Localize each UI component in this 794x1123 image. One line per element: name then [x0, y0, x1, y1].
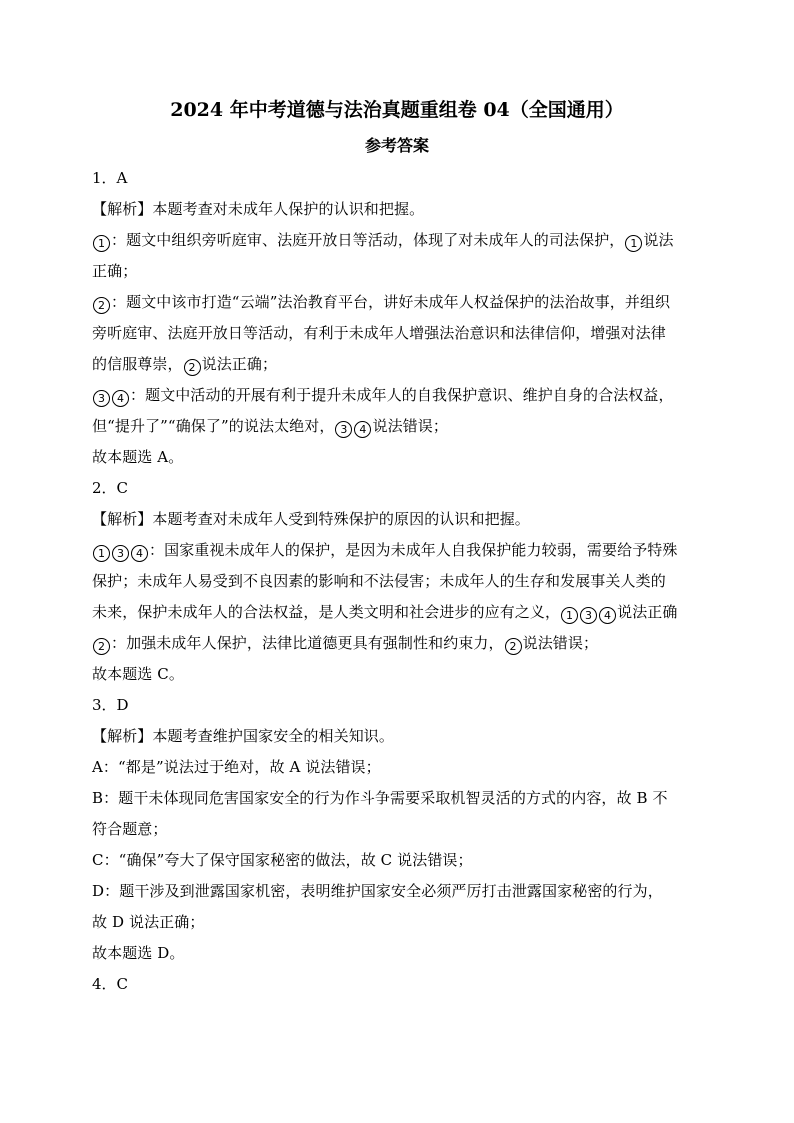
analysis-line: [92, 628, 702, 659]
analysis-intro: 【解析】本题考查对未成年人受到特殊保护的原因的认识和把握。: [92, 510, 530, 528]
question-answer: 3．D: [92, 696, 129, 714]
analysis-text-tail: 说法错误；: [522, 634, 599, 652]
circled-number-marker: 3: [580, 607, 597, 624]
circled-number-marker: 3: [112, 545, 129, 562]
circled-number-marker: 4: [112, 390, 129, 407]
circled-number-marker: 1: [93, 235, 110, 252]
analysis-intro: 【解析】本题考查维护国家安全的相关知识。: [92, 727, 395, 745]
analysis-text: C：“确保”夸大了保守国家秘密的做法，故 C 说法错误；: [92, 851, 473, 869]
answer-conclusion: 故本题选 C。: [92, 665, 184, 683]
circled-number-marker: 3: [93, 390, 110, 407]
answers-content: [92, 163, 702, 1000]
analysis-line: [92, 349, 702, 380]
analysis-text: ：加强未成年人保护，法律比道德更具有强制性和约束力，: [111, 634, 504, 652]
circled-number-marker: 3: [335, 421, 352, 438]
analysis-line: [92, 380, 702, 411]
circled-number-marker: 2: [93, 297, 110, 314]
circled-number-marker: 2: [93, 638, 110, 655]
circled-number-marker: 1: [93, 545, 110, 562]
analysis-text: D：题干涉及到泄露国家机密，表明维护国家安全必须严厉打击泄露国家秘密的行为，: [92, 882, 663, 900]
analysis-text: A：“都是”说法过于绝对，故 A 说法错误；: [92, 758, 381, 776]
circled-number-marker: 2: [184, 359, 201, 376]
analysis-line: [92, 411, 702, 442]
analysis-line: [92, 318, 702, 349]
analysis-line: [92, 876, 702, 907]
analysis-line: [92, 256, 702, 287]
circled-number-marker: 1: [561, 607, 578, 624]
analysis-text: 正确；: [92, 262, 138, 280]
analysis-text: 旁听庭审、法庭开放日等活动，有利于未成年人增强法治意识和法律信仰，增强对法律: [92, 324, 666, 342]
analysis-line: [92, 783, 702, 814]
analysis-text: B：题干未体现同危害国家安全的行为作斗争需要采取机智灵活的方式的内容，故 B 不: [92, 789, 668, 807]
analysis-line: [92, 752, 702, 783]
circled-number-marker: 1: [625, 235, 642, 252]
document-title: 2024 年中考道德与法治真题重组卷 04（全国通用）: [170, 99, 624, 121]
analysis-text: 符合题意；: [92, 820, 168, 838]
circled-number-marker: 4: [131, 545, 148, 562]
analysis-line: [92, 225, 702, 256]
analysis-text: 保护；未成年人易受到不良因素的影响和不法侵害；未成年人的生存和发展事关人类的: [92, 572, 666, 590]
document-subtitle: 参考答案: [364, 136, 429, 155]
analysis-text: ：题文中活动的开展有利于提升未成年人的自我保护意识、维护自身的合法权益，: [130, 386, 674, 404]
analysis-line: [92, 907, 702, 938]
question-answer: 2．C: [92, 479, 129, 497]
analysis-intro: 【解析】本题考查对未成年人保护的认识和把握。: [92, 200, 425, 218]
analysis-line: [92, 535, 702, 566]
analysis-line: [92, 845, 702, 876]
analysis-text: 的信服尊崇，: [92, 355, 183, 373]
analysis-text: 故 D 说法正确；: [92, 913, 205, 931]
analysis-text: ：题文中该市打造“云端”法治教育平台，讲好未成年人权益保护的法治故事，并组织: [111, 293, 671, 311]
analysis-text-tail: 说法正确: [617, 603, 678, 621]
analysis-text-tail: 说法错误；: [372, 417, 448, 435]
analysis-text: ：题文中组织旁听庭审、法庭开放日等活动，体现了对未成年人的司法保护，: [111, 231, 625, 249]
analysis-line: [92, 814, 702, 845]
answer-conclusion: 故本题选 A。: [92, 448, 184, 466]
analysis-line: [92, 597, 702, 628]
analysis-text-tail: 说法正确；: [201, 355, 278, 373]
analysis-text: ：国家重视未成年人的保护，是因为未成年人自我保护能力较弱，需要给予特殊: [149, 541, 678, 559]
answer-conclusion: 故本题选 D。: [92, 944, 185, 962]
question-answer: 4．C: [92, 975, 129, 993]
analysis-line: [92, 287, 702, 318]
circled-number-marker: 4: [354, 421, 371, 438]
question-answer: 1．A: [92, 169, 128, 187]
analysis-line: [92, 566, 702, 597]
analysis-text-tail: 说法: [643, 231, 674, 249]
circled-number-marker: 2: [505, 638, 522, 655]
analysis-text: 但“提升了”“确保了”的说法太绝对，: [92, 417, 335, 435]
circled-number-marker: 4: [599, 607, 616, 624]
analysis-text: 未来，保护未成年人的合法权益，是人类文明和社会进步的应有之义，: [92, 603, 561, 621]
